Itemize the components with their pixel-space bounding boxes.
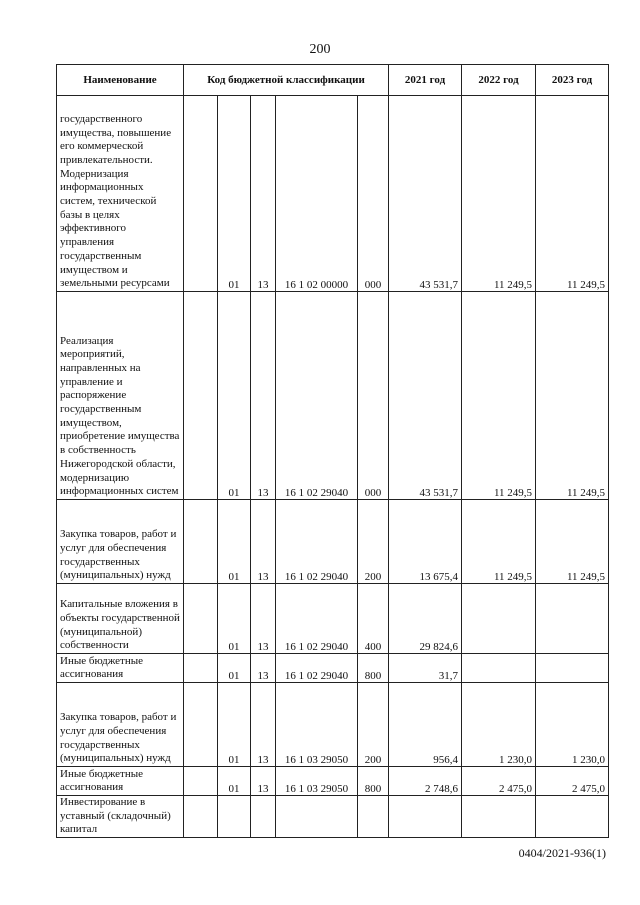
row-code-subsection <box>251 796 276 838</box>
header-code: Код бюджетной классификации <box>184 65 389 96</box>
row-code-section: 01 <box>218 683 251 767</box>
row-code-type: 200 <box>358 683 389 767</box>
table-row <box>57 292 609 500</box>
row-name: Иные бюджетные ассигнования <box>57 654 184 683</box>
row-value-2023: 11 249,5 <box>536 96 609 292</box>
row-code-subsection: 13 <box>251 500 276 584</box>
row-code-subsection: 13 <box>251 96 276 292</box>
row-code-section: 01 <box>218 584 251 654</box>
row-code-type: 800 <box>358 654 389 683</box>
table-row <box>57 584 609 654</box>
row-code-section <box>218 796 251 838</box>
row-code-target: 16 1 03 29050 <box>276 767 358 796</box>
table-row <box>57 96 609 292</box>
row-code-subsection: 13 <box>251 683 276 767</box>
row-code-type: 400 <box>358 584 389 654</box>
budget-table <box>56 64 609 838</box>
row-value-2023 <box>536 584 609 654</box>
row-code-section: 01 <box>218 292 251 500</box>
row-value-2022 <box>462 796 536 838</box>
row-code-target: 16 1 03 29050 <box>276 683 358 767</box>
row-code-target: 16 1 02 29040 <box>276 584 358 654</box>
table-header-row <box>57 65 609 96</box>
row-code-subsection: 13 <box>251 292 276 500</box>
header-2022: 2022 год <box>462 65 536 96</box>
row-value-2022 <box>462 584 536 654</box>
row-code-subsection: 13 <box>251 584 276 654</box>
row-value-2023 <box>536 796 609 838</box>
blank-cell <box>184 584 218 654</box>
row-value-2022: 1 230,0 <box>462 683 536 767</box>
row-value-2021: 2 748,6 <box>389 767 462 796</box>
row-code-type: 800 <box>358 767 389 796</box>
blank-cell <box>184 96 218 292</box>
row-code-type <box>358 796 389 838</box>
row-code-subsection: 13 <box>251 767 276 796</box>
row-name: Иные бюджетные ассигнования <box>57 767 184 796</box>
row-value-2021: 956,4 <box>389 683 462 767</box>
row-value-2021: 43 531,7 <box>389 96 462 292</box>
row-value-2021 <box>389 796 462 838</box>
page-number: 200 <box>309 42 331 57</box>
row-value-2021: 29 824,6 <box>389 584 462 654</box>
header-2021: 2021 год <box>389 65 462 96</box>
row-code-target: 16 1 02 29040 <box>276 500 358 584</box>
row-code-section: 01 <box>218 654 251 683</box>
row-value-2022: 11 249,5 <box>462 292 536 500</box>
row-value-2021: 31,7 <box>389 654 462 683</box>
row-value-2023: 1 230,0 <box>536 683 609 767</box>
row-value-2022: 11 249,5 <box>462 500 536 584</box>
row-code-section: 01 <box>218 96 251 292</box>
row-name: Закупка товаров, работ и услуг для обеспечения государственных (муниципальных) нужд <box>57 683 184 767</box>
row-name: Инвестирование в уставный (складочный) капитал <box>57 796 184 838</box>
row-code-section: 01 <box>218 500 251 584</box>
row-name: государственного имущества, повышение его коммерческой привлекательности. Модернизация информационных систем, технической базы в целях эффективного управления государственным имуществом и земельными ресурсами <box>57 96 184 292</box>
blank-cell <box>184 767 218 796</box>
row-name: Закупка товаров, работ и услуг для обеспечения государственных (муниципальных) нужд <box>57 500 184 584</box>
row-code-target: 16 1 02 00000 <box>276 96 358 292</box>
header-2023: 2023 год <box>536 65 609 96</box>
row-value-2023: 11 249,5 <box>536 500 609 584</box>
table-row <box>57 500 609 584</box>
row-code-section: 01 <box>218 767 251 796</box>
row-name: Реализация мероприятий, направленных на управление и распоряжение государственным имуществом, приобретение имущества в собственность Нижегородской области, модернизацию информационных систем <box>57 292 184 500</box>
row-code-type: 000 <box>358 292 389 500</box>
row-code-target <box>276 796 358 838</box>
document-code: 0404/2021-936(1) <box>518 846 606 860</box>
row-code-subsection: 13 <box>251 654 276 683</box>
blank-cell <box>184 654 218 683</box>
row-value-2023: 11 249,5 <box>536 292 609 500</box>
row-code-target: 16 1 02 29040 <box>276 292 358 500</box>
row-code-type: 000 <box>358 96 389 292</box>
row-code-target: 16 1 02 29040 <box>276 654 358 683</box>
row-value-2022 <box>462 654 536 683</box>
row-name: Капитальные вложения в объекты государственной (муниципальной) собственности <box>57 584 184 654</box>
row-value-2022: 2 475,0 <box>462 767 536 796</box>
row-value-2021: 13 675,4 <box>389 500 462 584</box>
table-row <box>57 796 609 838</box>
header-name: Наименование <box>57 65 184 96</box>
table-row <box>57 683 609 767</box>
blank-cell <box>184 500 218 584</box>
row-value-2021: 43 531,7 <box>389 292 462 500</box>
row-value-2022: 11 249,5 <box>462 96 536 292</box>
blank-cell <box>184 683 218 767</box>
table-row <box>57 767 609 796</box>
row-value-2023: 2 475,0 <box>536 767 609 796</box>
row-value-2023 <box>536 654 609 683</box>
row-code-type: 200 <box>358 500 389 584</box>
table-row <box>57 654 609 683</box>
blank-cell <box>184 796 218 838</box>
blank-cell <box>184 292 218 500</box>
